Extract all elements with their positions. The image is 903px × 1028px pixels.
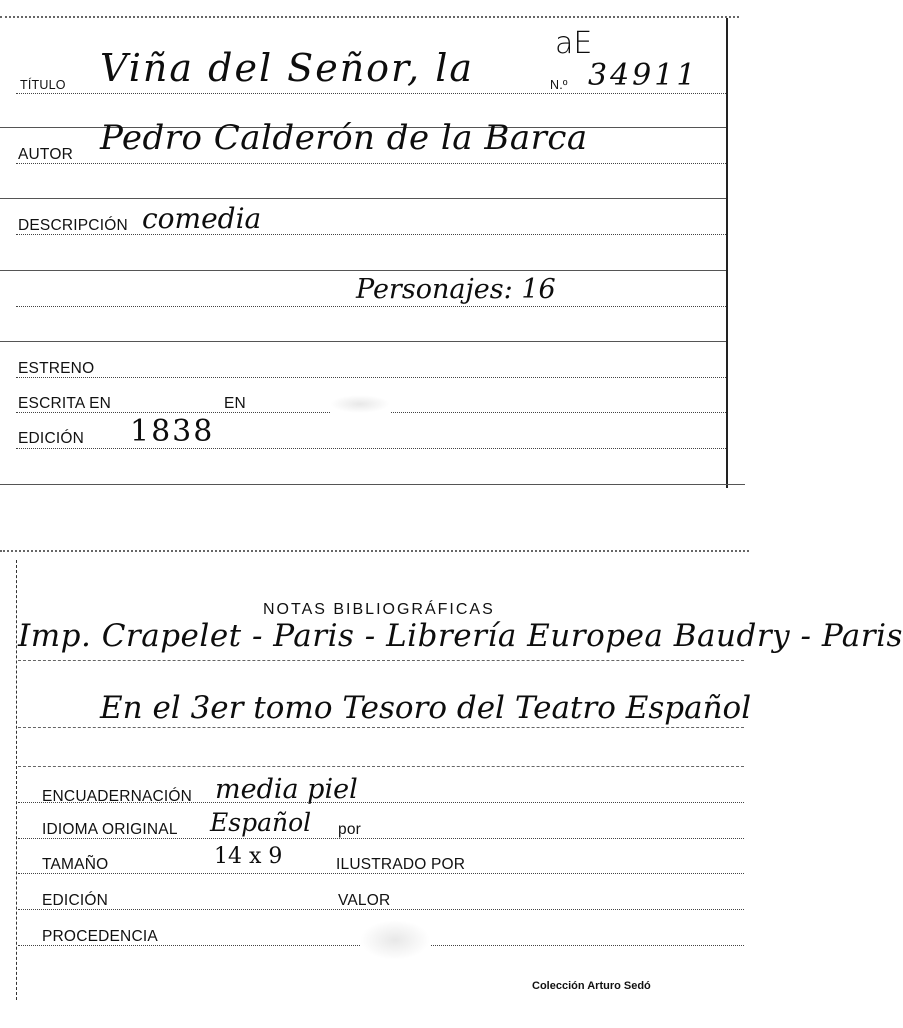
rule (0, 341, 726, 342)
autor-label: AUTOR (18, 146, 73, 163)
descripcion-label: DESCRIPCIÓN (18, 217, 128, 234)
edicion-value: 1838 (130, 414, 215, 449)
back-card (0, 540, 903, 1010)
por-label: por (338, 821, 362, 838)
rule (18, 766, 744, 767)
valor-label: VALOR (338, 892, 391, 909)
tamano-value: 14 x 9 (214, 844, 283, 869)
titulo-value: Viña del Señor, la (100, 46, 475, 90)
card-left-border (16, 560, 17, 1000)
titulo-label: TÍTULO (20, 78, 66, 92)
rule (0, 270, 726, 271)
smudge-mark (330, 395, 390, 413)
coleccion-footer: Colección Arturo Sedó (532, 980, 651, 992)
rule-titulo (16, 93, 726, 94)
notes-line-1: Imp. Crapelet - Paris - Librería Europea Baudry - Paris (18, 618, 903, 654)
notes-line-2: En el 3er tomo Tesoro del Teatro Español (100, 690, 752, 726)
autor-value: Pedro Calderón de la Barca (100, 118, 588, 158)
rule-autor (16, 163, 726, 164)
ilustrado-label: ILUSTRADO POR (336, 856, 466, 873)
notas-heading: NOTAS BIBLIOGRÁFICAS (263, 601, 495, 618)
estreno-label: ESTRENO (18, 360, 95, 377)
rule (16, 306, 726, 307)
numero-value: 34911 (588, 58, 699, 93)
rule (0, 198, 726, 199)
rule-estreno (16, 377, 726, 378)
encuadernacion-value: media piel (215, 774, 358, 805)
card-bottom-edge (0, 484, 745, 485)
escrita-en-label: ESCRITA EN (18, 395, 112, 412)
procedencia-label: PROCEDENCIA (42, 928, 158, 945)
edicion-label: EDICIÓN (18, 430, 84, 447)
rule-notes-2 (18, 727, 744, 728)
en-label: EN (224, 395, 246, 412)
tamano-label: TAMAÑO (42, 856, 109, 873)
rule-edicion (16, 448, 726, 449)
idioma-value: Español (210, 808, 312, 837)
numero-label: N.º (550, 78, 568, 92)
card-right-border (726, 18, 728, 488)
encuadernacion-label: ENCUADERNACIÓN (42, 788, 193, 805)
front-card (0, 0, 759, 500)
personajes-value: Personajes: 16 (356, 274, 556, 305)
card-top-edge (0, 16, 739, 18)
rule-notes-1 (18, 660, 744, 661)
idioma-label: IDIOMA ORIGINAL (42, 821, 178, 838)
smudge-mark (360, 920, 430, 960)
card-top-edge (0, 550, 749, 552)
edicion-label-back: EDICIÓN (42, 892, 108, 909)
corner-mark: aE (555, 26, 593, 61)
descripcion-value: comedia (142, 202, 262, 235)
